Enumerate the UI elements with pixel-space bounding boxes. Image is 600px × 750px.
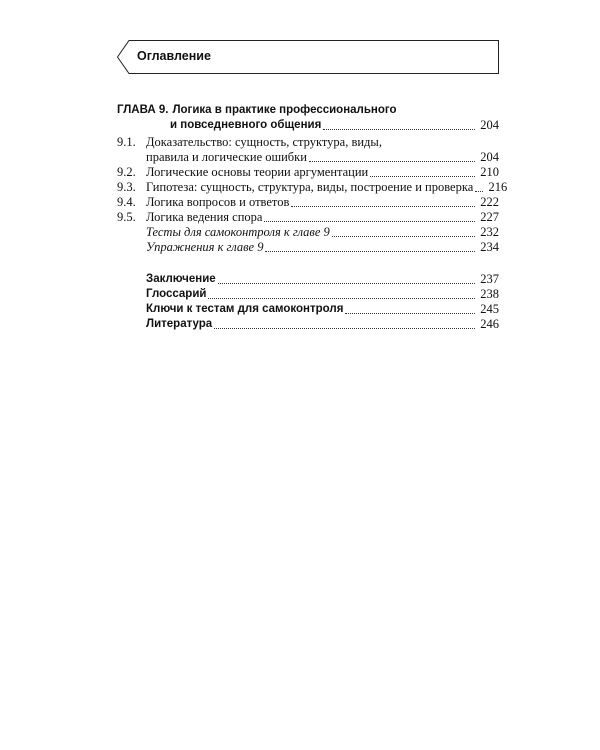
chapter-title-line2: и повседневного общения xyxy=(170,119,322,131)
backmatter-title: Литература xyxy=(146,318,213,330)
leader-dots xyxy=(332,236,475,237)
toc-section-entry[interactable] xyxy=(117,180,508,195)
page-number: 216 xyxy=(488,180,508,194)
chapter-title-line1: Логика в практике профессионального xyxy=(172,104,397,116)
toc-extra-entry[interactable] xyxy=(117,225,499,240)
page-title: Оглавление xyxy=(137,49,211,63)
page-number: 246 xyxy=(480,317,499,331)
toc-backmatter-entry[interactable] xyxy=(117,272,499,287)
leader-dots xyxy=(218,283,475,284)
leader-dots xyxy=(264,221,475,222)
section-title-line1: Доказательство: сущность, структура, виды, xyxy=(146,135,382,149)
section-title: Логика вопросов и ответов xyxy=(146,195,290,209)
section-title: Логические основы теории аргументации xyxy=(146,165,369,179)
toc-section-entry[interactable] xyxy=(117,165,499,180)
page-number: 204 xyxy=(480,150,499,164)
section-number: 9.3. xyxy=(117,180,136,194)
toc-chapter-entry[interactable] xyxy=(117,103,499,118)
extra-title: Тесты для самоконтроля к главе 9 xyxy=(146,225,330,239)
chapter-label: ГЛАВА 9. xyxy=(117,104,169,116)
toc-section-entry[interactable] xyxy=(117,195,499,210)
leader-dots xyxy=(208,298,475,299)
backmatter-title: Глоссарий xyxy=(146,288,207,300)
page-number: 234 xyxy=(480,240,499,254)
table-of-contents xyxy=(117,103,508,332)
section-title: Логика ведения спора xyxy=(146,210,263,224)
page-number: 237 xyxy=(480,272,499,286)
backmatter-title: Заключение xyxy=(146,273,216,285)
page-number: 222 xyxy=(480,195,499,209)
toc-section-entry[interactable] xyxy=(117,135,499,150)
section-number: 9.1. xyxy=(117,135,136,149)
header-tab xyxy=(117,40,499,74)
section-number: 9.5. xyxy=(117,210,136,224)
toc-extra-entry[interactable] xyxy=(117,240,499,255)
toc-backmatter-entry[interactable] xyxy=(117,302,499,317)
backmatter-title: Ключи к тестам для самоконтроля xyxy=(146,303,344,315)
page-number: 238 xyxy=(480,287,499,301)
toc-section-entry-cont[interactable] xyxy=(117,150,499,165)
leader-dots xyxy=(345,313,475,314)
toc-chapter-entry-cont[interactable] xyxy=(117,118,499,133)
leader-dots xyxy=(370,176,475,177)
page-number: 245 xyxy=(480,302,499,316)
page-number: 227 xyxy=(480,210,499,224)
leader-dots xyxy=(323,129,475,130)
leader-dots xyxy=(214,328,475,329)
section-title-line2: правила и логические ошибки xyxy=(146,150,307,164)
extra-title: Упражнения к главе 9 xyxy=(146,240,264,254)
toc-backmatter-entry[interactable] xyxy=(117,317,499,332)
section-number: 9.2. xyxy=(117,165,136,179)
leader-dots xyxy=(291,206,475,207)
leader-dots xyxy=(475,191,483,192)
toc-section-entry[interactable] xyxy=(117,210,499,225)
leader-dots xyxy=(309,161,475,162)
leader-dots xyxy=(265,251,475,252)
section-title: Гипотеза: сущность, структура, виды, построение и проверка xyxy=(146,180,474,194)
section-number: 9.4. xyxy=(117,195,136,209)
page-number: 204 xyxy=(480,118,499,132)
page-number: 232 xyxy=(480,225,499,239)
page-number: 210 xyxy=(480,165,499,179)
toc-backmatter-entry[interactable] xyxy=(117,287,499,302)
